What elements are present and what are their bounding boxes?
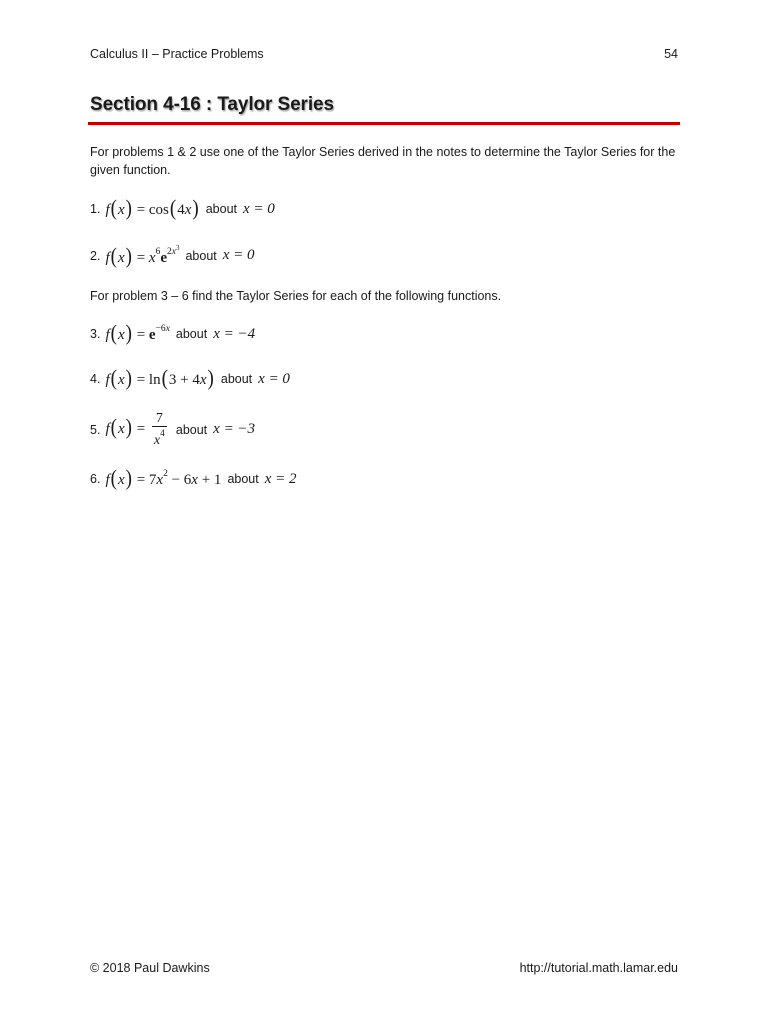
problem-5 (90, 411, 255, 448)
problem-2-function: $f(x) = x^6e^{2x^3}$ (105, 244, 180, 269)
running-header-title: Calculus II – Practice Problems (90, 47, 264, 61)
page-number: 54 (664, 47, 678, 61)
expansion-point: x = 2 (264, 470, 297, 487)
about-label: about (227, 472, 259, 486)
problem-3-function: $f(x) = e^{-6x}$ (105, 321, 170, 346)
problem-2 (90, 244, 255, 267)
section-title: Section 4-16 : Taylor Series (90, 94, 334, 115)
problem-number: 6. (90, 472, 101, 486)
instructions-problems-3-6: For problem 3 – 6 find the Taylor Series for each of the following functions. (90, 289, 502, 303)
expansion-point: x = 0 (258, 370, 290, 387)
problem-4-function: f(x) = ln(3 + 4x) (105, 366, 214, 391)
expansion-point: x = −4 (213, 325, 256, 342)
problem-1 (90, 196, 275, 221)
problem-4 (90, 366, 290, 391)
expansion-point: x = −3 (213, 421, 256, 437)
problem-3 (90, 321, 256, 346)
expansion-point: x = 0 (222, 247, 255, 263)
problem-number: 2. (90, 248, 101, 263)
about-label: about (220, 372, 253, 386)
expansion-point: x = 0 (243, 200, 275, 217)
about-label: about (175, 327, 208, 341)
instructions-problems-1-2: For problems 1 & 2 use one of the Taylor Series derived in the notes to determine the Taylor Series for the given function. (90, 145, 676, 177)
problem-5-function: f(x) = $\frac{7}{x^4}$ (105, 411, 165, 448)
problem-number: 4. (90, 372, 101, 386)
section-divider (88, 122, 680, 125)
about-label: about (205, 202, 238, 216)
problem-number: 3. (90, 327, 101, 341)
problem-6 (90, 466, 297, 491)
problem-1-function: f(x) = cos(4x) (105, 196, 199, 221)
footer-url: http://tutorial.math.lamar.edu (519, 961, 678, 975)
problem-number: 5. (90, 422, 101, 437)
problem-number: 1. (90, 202, 101, 216)
about-label: about (175, 422, 208, 437)
problem-6-function: $f(x) = 7x^2 - 6x + 1$ (105, 466, 222, 491)
about-label: about (185, 248, 217, 263)
copyright-notice: © 2018 Paul Dawkins (90, 961, 210, 975)
